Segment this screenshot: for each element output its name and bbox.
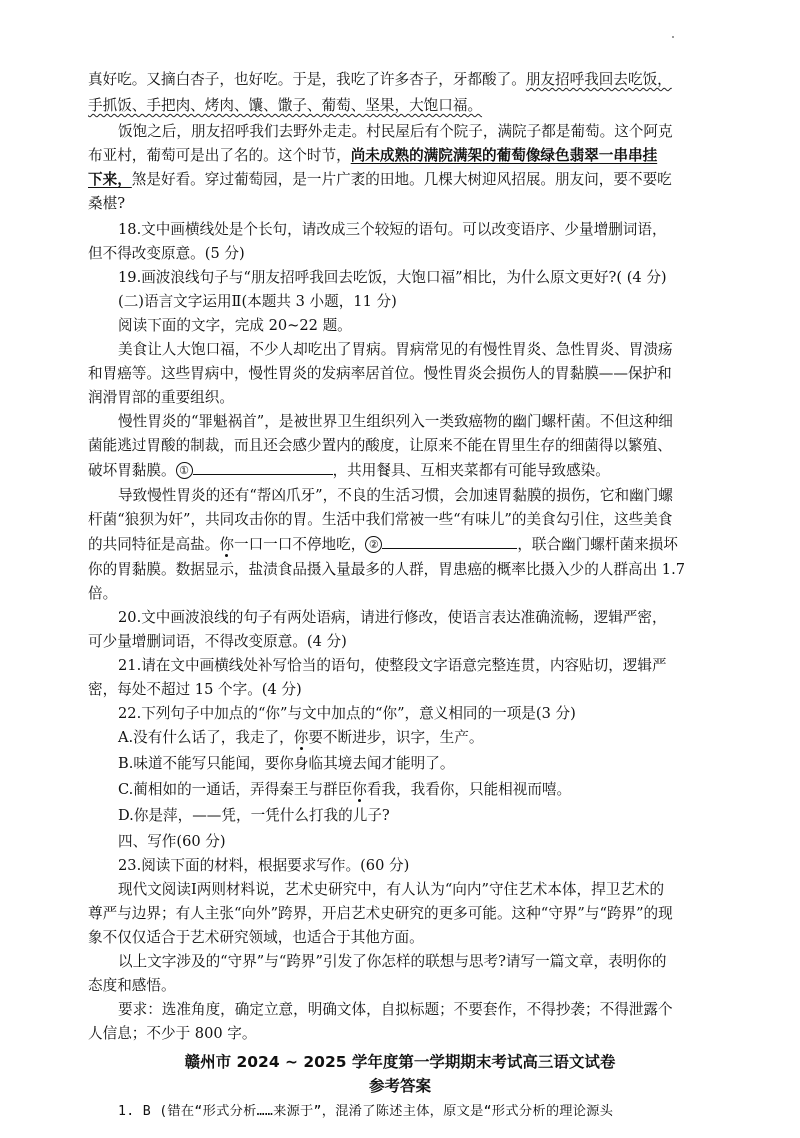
text-run: 破坏胃黏膜。 bbox=[88, 462, 176, 479]
passage-line: 导致慢性胃炎的还有“帮凶爪牙”，不良的生活习惯，会加速胃黏膜的损伤，它和幽门螺 bbox=[118, 487, 673, 504]
wavy-underlined-sentence: 手抓饭、手把肉、烤肉、馕、馓子、葡萄、坚果，大饱口福。 bbox=[88, 97, 483, 114]
underlined-long-sentence: 尚未成熟的满院满架的葡萄像绿色翡翠一串串挂 bbox=[350, 147, 658, 164]
text-run: A.没有什么话了，我走了， bbox=[118, 729, 294, 746]
text-run: ，共用餐具、互相夹菜都有可能导致感染。 bbox=[332, 462, 610, 479]
question-18-cont: 但不得改变原意。(5 分) bbox=[88, 245, 245, 262]
text-run: 要不断进步，识字，生产。 bbox=[308, 729, 484, 746]
writing-prompt: 以上文字涉及的“守界”与“跨界”引发了你怎样的联想与思考?请写一篇文章，表明你的 bbox=[118, 953, 667, 970]
passage-line: 菌能逃过胃酸的制裁，而且还会感少置内的酸度，让原来不能在胃里生存的细菌得以繁殖、 bbox=[88, 437, 672, 454]
passage-line: 慢性胃炎的“罪魁祸首”，是被世界卫生组织列入一类致癌物的幽门螺杆菌。不但这种细 bbox=[118, 413, 673, 430]
passage-line: 桑椹? bbox=[88, 195, 126, 212]
text-run: 布亚村，葡萄可是出了名的。这个时节， bbox=[88, 147, 351, 164]
passage-line: 倍。 bbox=[88, 585, 118, 602]
text-run: 真好吃。又摘白杏子，也好吃。于是，我吃了许多杏子，牙都酸了。 bbox=[88, 71, 526, 88]
section-heading: (二)语言文字运用Ⅱ(本题共 3 小题，11 分) bbox=[118, 293, 397, 310]
question-20: 20.文中画波浪线的句子有两处语病，请进行修改，使语言表达准确流畅，逻辑严密， bbox=[118, 609, 667, 626]
blank-marker-2: ② bbox=[365, 536, 382, 553]
passage-line bbox=[88, 460, 738, 481]
question-21: 21.请在文中画横线处补写恰当的语句，使整段文字语意完整连贯，内容贴切，逻辑严 bbox=[118, 657, 667, 674]
passage-line: 和胃癌等。这些胃病中，慢性胃炎的发病率居首位。慢性胃炎会损伤人的胃黏膜——保护和 bbox=[88, 365, 672, 382]
passage-line: 饭饱之后，朋友招呼我们去野外走走。村民屋后有个院子，满院子都是葡萄。这个阿克 bbox=[118, 123, 673, 140]
blank-1 bbox=[193, 460, 333, 475]
dotted-character: 你 bbox=[293, 729, 309, 746]
wavy-underlined-sentence: 朋友招呼我回去吃饭， bbox=[525, 71, 672, 88]
passage-line: 你的胃黏膜。数据显示，盐渍食品摄入量最多的人群，胃患癌的概率比摄入少的人群高出 1.7 bbox=[88, 561, 686, 578]
underlined-long-sentence: 下来， bbox=[88, 171, 132, 188]
answer-key-title: 参考答案 bbox=[368, 1077, 431, 1095]
blank-marker-1: ① bbox=[176, 462, 193, 479]
option-d: D.你是萍，——凭，一凭什么打我的儿子? bbox=[118, 807, 390, 824]
writing-requirements: 要求：选准角度，确定立意，明确文体，自拟标题；不要套作，不得抄袭；不得泄露个 bbox=[118, 1001, 673, 1018]
scan-dot bbox=[672, 36, 674, 38]
passage-line: 杆菌“狼狈为奸”，共同攻击你的胃。生活中我们常被一些“有味儿”的美食勾引住，这些美食 bbox=[88, 511, 673, 528]
text-run: C.蔺相如的一通话，弄得秦王与群臣 bbox=[118, 781, 353, 798]
question-23: 23.阅读下面的材料，根据要求写作。(60 分) bbox=[118, 857, 410, 874]
instruction: 阅读下面的文字，完成 20~22 题。 bbox=[118, 317, 352, 334]
writing-material: 尊严与边界；有人主张“向外”跨界，开启艺术史研究的更多可能。这种“守界”与“跨界”的现 bbox=[88, 905, 673, 922]
text-run: ，联合幽门螺杆菌来损坏 bbox=[517, 536, 678, 553]
passage-line bbox=[88, 146, 738, 166]
option-c bbox=[118, 780, 738, 800]
blank-2 bbox=[382, 534, 517, 549]
text-run: 看我，我看你，只能相视而嘻。 bbox=[366, 781, 572, 798]
exam-title: 赣州市 2024 ~ 2025 学年度第一学期期末考试高三语文试卷 bbox=[184, 1053, 616, 1071]
writing-prompt: 态度和感悟。 bbox=[88, 977, 176, 994]
passage-line bbox=[88, 96, 738, 116]
passage-line bbox=[88, 70, 738, 90]
question-22: 22.下列句子中加点的“你”与文中加点的“你”，意义相同的一项是(3 分) bbox=[118, 705, 576, 722]
writing-requirements: 人信息；不少于 800 字。 bbox=[88, 1025, 257, 1042]
question-20-cont: 可少量增删词语，不得改变原意。(4 分) bbox=[88, 633, 347, 650]
question-18: 18.文中画横线处是个长句，请改成三个较短的语句。可以改变语序、少量增删词语， bbox=[118, 221, 667, 238]
text-run: 的共同特征是高盐。 bbox=[88, 536, 220, 553]
dotted-character: 你 bbox=[352, 781, 367, 798]
passage-line: 美食让人大饱口福，不少人却吃出了胃病。胃病常见的有慢性胃炎、急性胃炎、胃溃疡 bbox=[118, 341, 673, 358]
section-heading: 四、写作(60 分) bbox=[118, 833, 226, 850]
writing-material: 现代文阅读Ⅰ两则材料说，艺术史研究中，有人认为“向内”守住艺术本体，捍卫艺术的 bbox=[118, 881, 665, 898]
question-21-cont: 密，每处不超过 15 个字。(4 分) bbox=[88, 681, 302, 698]
text-run: 煞是好看。穿过葡萄园，是一片广袤的田地。几棵大树迎风招展。朋友问，要不要吃 bbox=[131, 171, 672, 188]
question-19: 19.画波浪线句子与“朋友招呼我回去吃饭，大饱口福”相比，为什么原文更好?( (4 分) bbox=[118, 269, 667, 286]
option-b: B.味道不能写只能闻，要你身临其境去闻才能明了。 bbox=[118, 755, 455, 772]
option-a bbox=[118, 728, 738, 748]
dotted-character: 你 bbox=[219, 536, 234, 553]
passage-line bbox=[88, 534, 738, 555]
text-run: 一口一口不停地吃， bbox=[233, 536, 366, 553]
passage-line bbox=[88, 170, 738, 190]
writing-material: 象不仅仅适合于艺术研究领域，也适合于其他方面。 bbox=[88, 929, 424, 946]
passage-line: 润滑胃部的重要组织。 bbox=[88, 389, 234, 406]
answer-1: 1. B (错在“形式分析……来源于”，混淆了陈述主体，原文是“形式分析的理论源头 bbox=[118, 1104, 614, 1119]
